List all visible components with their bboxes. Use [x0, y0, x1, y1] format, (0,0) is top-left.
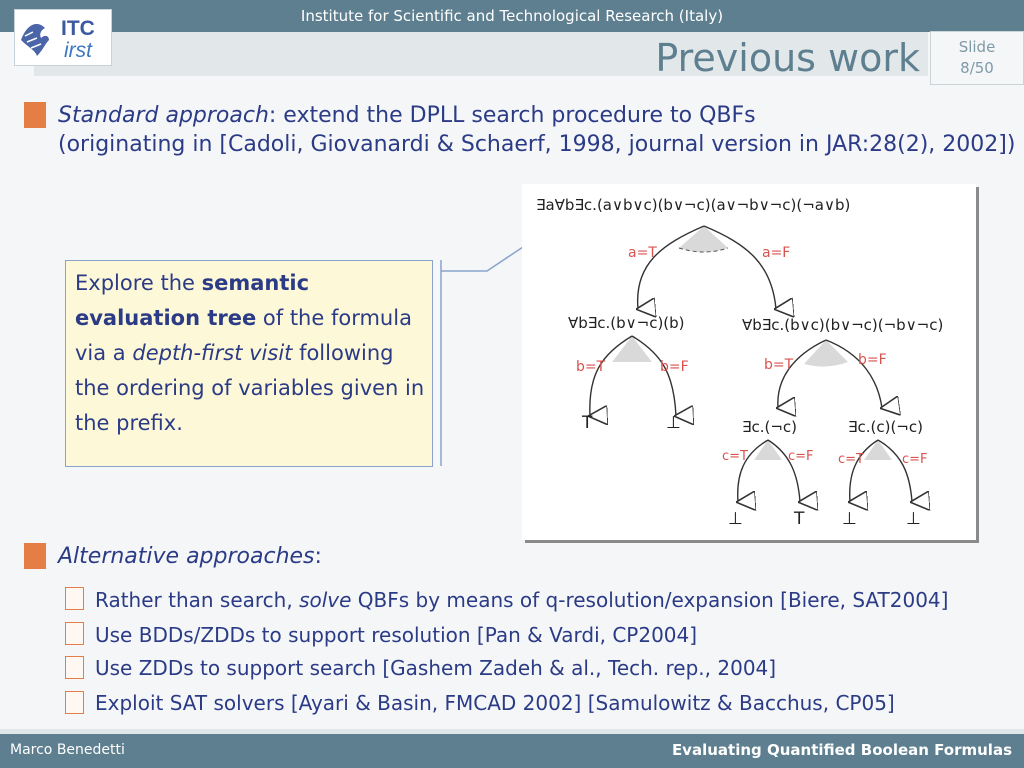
bullet-alt-italic: Alternative approaches	[58, 544, 315, 569]
edge-c-false-right: c=F	[902, 452, 928, 467]
sub-item-bdd-resolution: Use BDDs/ZDDs to support resolution [Pan & Vardi, CP2004]	[95, 623, 698, 647]
bullet-alternative-approaches	[58, 544, 322, 569]
footer-talk-title: Evaluating Quantified Boolean Formulas	[671, 741, 1012, 759]
tree-left-formula: ∀b∃c.(b∨¬c)(b)	[568, 314, 685, 332]
tree-c-left-formula: ∃c.(¬c)	[742, 418, 798, 436]
edge-b-false-right: b=F	[858, 352, 887, 368]
callout-text-2: of the formula via a	[75, 306, 412, 365]
footer-author: Marco Benedetti	[10, 742, 125, 758]
leaf-c-right-false-1: ⊥	[842, 509, 857, 529]
sub-item-sat-solvers: Exploit SAT solvers [Ayari & Basin, FMCAD 2002] [Samulowitz & Bacchus, CP05]	[95, 691, 895, 715]
sub1-italic: solve	[299, 588, 352, 612]
sub-bullet-square	[65, 587, 84, 610]
edge-a-false: a=F	[762, 245, 791, 261]
edge-c-true-left: c=T	[722, 449, 748, 464]
sub-item-zdd-search: Use ZDDs to support search [Gashem Zadeh & al., Tech. rep., 2004]	[95, 656, 777, 680]
edge-b-true-left: b=T	[576, 359, 606, 375]
bullet-standard-italic: Standard approach	[58, 103, 269, 128]
sub-bullet-square	[65, 656, 84, 679]
edge-b-true-right: b=T	[764, 357, 794, 373]
svg-text:irst: irst	[64, 39, 92, 62]
bullet-alt-rest: :	[314, 544, 322, 569]
sub-item-q-resolution	[95, 588, 948, 612]
callout-text-3: following the ordering of variables given in the prefix.	[75, 341, 425, 435]
edge-b-false-left: b=F	[660, 359, 689, 375]
bullet-square-2	[24, 543, 46, 569]
leaf-c-left-false: ⊥	[728, 509, 743, 529]
edge-a-true: a=T	[628, 245, 657, 261]
bullet-standard-line2: (originating in [Cadoli, Giovanardi & Schaerf, 1998, journal version in JAR:28(2), 2002])	[58, 132, 1016, 157]
institute-name: Institute for Scientific and Technological Research (Italy)	[300, 7, 724, 25]
edge-c-false-left: c=F	[788, 449, 814, 464]
page-title: Previous work	[655, 36, 920, 80]
sub-bullet-square	[65, 622, 84, 645]
evaluation-tree	[522, 184, 976, 540]
slide-number: 8/50	[960, 59, 994, 77]
tree-root-formula: ∃a∀b∃c.(a∨b∨c)(b∨¬c)(a∨¬b∨¬c)(¬a∨b)	[536, 196, 851, 214]
callout-italic: depth-first visit	[132, 341, 293, 365]
leaf-c-right-false-2: ⊥	[906, 509, 921, 529]
evaluation-tree-panel	[522, 184, 976, 540]
tree-right-formula: ∀b∃c.(b∨c)(b∨¬c)(¬b∨¬c)	[742, 316, 944, 334]
edge-c-true-right: c=T	[838, 452, 864, 467]
bullet-standard-rest: : extend the DPLL search procedure to QBFs	[268, 103, 756, 128]
leaf-true: T	[582, 413, 593, 433]
footer-bar	[0, 734, 1024, 768]
callout-text-1: Explore the	[75, 271, 202, 295]
sub-bullet-square	[65, 691, 84, 714]
tree-c-right-formula: ∃c.(c)(¬c)	[848, 418, 923, 436]
sub1-text-a: Rather than search,	[95, 588, 300, 612]
callout-bold: semantic evaluation tree	[75, 271, 310, 330]
svg-text:ITC: ITC	[61, 17, 95, 40]
leaf-false: ⊥	[666, 413, 681, 433]
sub1-text-b: QBFs by means of q-resolution/expansion [Biere, SAT2004]	[351, 588, 949, 612]
leaf-c-left-true: T	[794, 509, 805, 529]
slide-label: Slide	[958, 38, 996, 56]
